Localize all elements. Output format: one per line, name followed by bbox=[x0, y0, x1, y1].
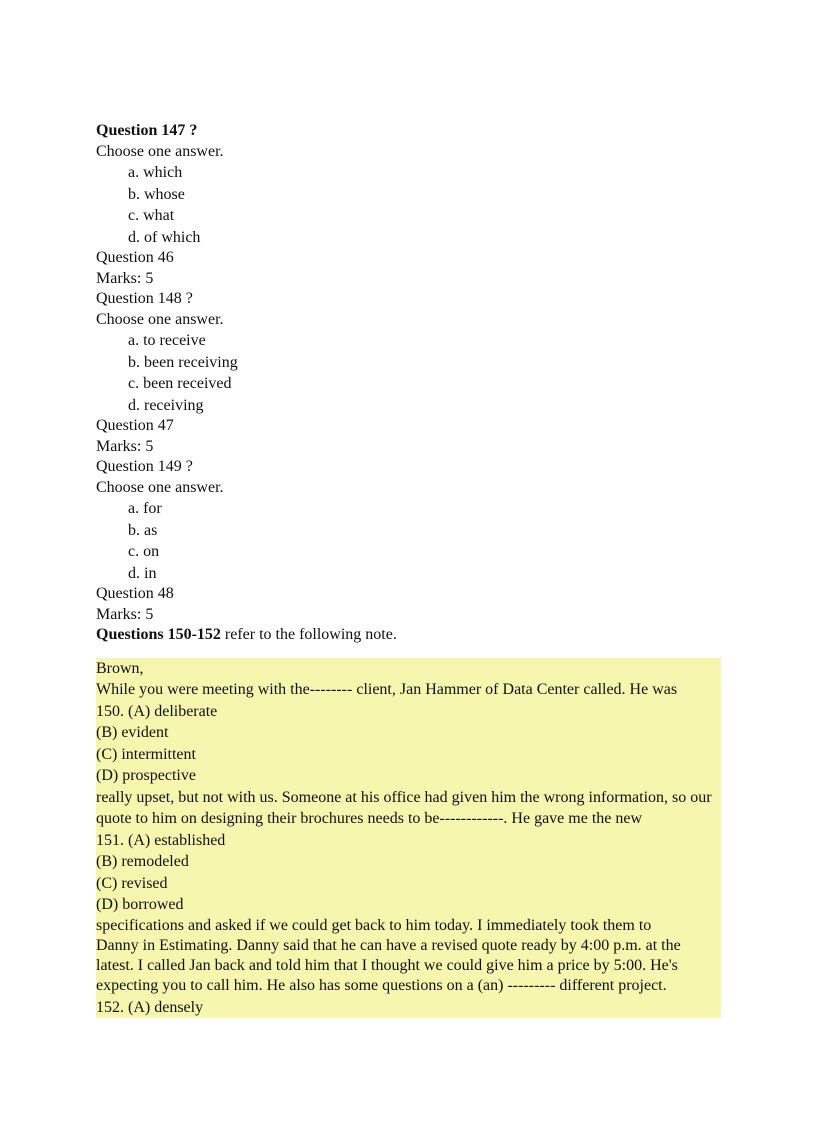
question-prompt: Choose one answer. bbox=[96, 142, 224, 160]
question-title: Question 148 ? bbox=[96, 290, 193, 307]
note-line: (D) borrowed bbox=[96, 896, 184, 913]
answer-option: c. on bbox=[128, 543, 160, 560]
note-line: expecting you to call him. He also has some questions on a (an) --------- different project. bbox=[96, 977, 667, 995]
question-marks: Marks: 5 bbox=[96, 437, 154, 455]
question-prompt: Choose one answer. bbox=[96, 478, 224, 496]
answer-option: d. of which bbox=[128, 228, 201, 246]
note-line: 151. (A) established bbox=[96, 831, 226, 849]
question-number-label: Question 48 bbox=[96, 585, 174, 602]
answer-option: a. to receive bbox=[128, 332, 206, 349]
reading-note bbox=[96, 658, 721, 1019]
note-line: While you were meeting with the-------- client, Jan Hammer of Data Center called. He was bbox=[96, 681, 678, 698]
document-content bbox=[96, 121, 722, 1018]
answer-option: b. as bbox=[128, 521, 158, 539]
note-line: 150. (A) deliberate bbox=[96, 702, 218, 720]
question-block bbox=[96, 121, 722, 289]
section-intro bbox=[96, 625, 722, 646]
note-line: (B) evident bbox=[96, 724, 169, 741]
question-title: Question 147 ? bbox=[96, 122, 198, 139]
note-line: 152. (A) densely bbox=[96, 998, 204, 1016]
note-line: (C) revised bbox=[96, 874, 168, 892]
note-line: quote to him on designing their brochures needs to be------------. He gave me the new bbox=[96, 810, 643, 827]
note-line: really upset, but not with us. Someone at his office had given him the wrong information, so our bbox=[96, 788, 712, 806]
answer-option: d. receiving bbox=[128, 396, 204, 414]
question-number-label: Question 46 bbox=[96, 249, 174, 266]
note-line: Danny in Estimating. Danny said that he can have a revised quote ready by 4:00 p.m. at the bbox=[96, 936, 681, 954]
answer-option: b. been receiving bbox=[128, 353, 238, 371]
answer-option: c. been received bbox=[128, 375, 232, 392]
note-line: (B) remodeled bbox=[96, 853, 189, 870]
answer-option: a. for bbox=[128, 500, 162, 517]
question-block bbox=[96, 289, 722, 457]
question-number-label: Question 47 bbox=[96, 417, 174, 434]
answer-option: b. whose bbox=[128, 185, 185, 203]
question-block bbox=[96, 457, 722, 625]
note-line: (D) prospective bbox=[96, 767, 196, 784]
question-title: Question 149 ? bbox=[96, 458, 193, 475]
section-intro-rest: refer to the following note. bbox=[220, 626, 397, 643]
question-prompt: Choose one answer. bbox=[96, 310, 224, 328]
answer-option: a. which bbox=[128, 164, 183, 181]
note-line: (C) intermittent bbox=[96, 745, 196, 763]
question-marks: Marks: 5 bbox=[96, 269, 154, 287]
note-line: Brown, bbox=[96, 659, 144, 677]
question-marks: Marks: 5 bbox=[96, 605, 154, 623]
note-line: specifications and asked if we could get back to him today. I immediately took them to bbox=[96, 916, 652, 934]
note-line: latest. I called Jan back and told him that I thought we could give him a price by 5:00. He's bbox=[96, 957, 678, 975]
answer-option: c. what bbox=[128, 207, 175, 224]
answer-option: d. in bbox=[128, 564, 157, 582]
section-intro-bold: Questions 150-152 bbox=[96, 626, 221, 643]
